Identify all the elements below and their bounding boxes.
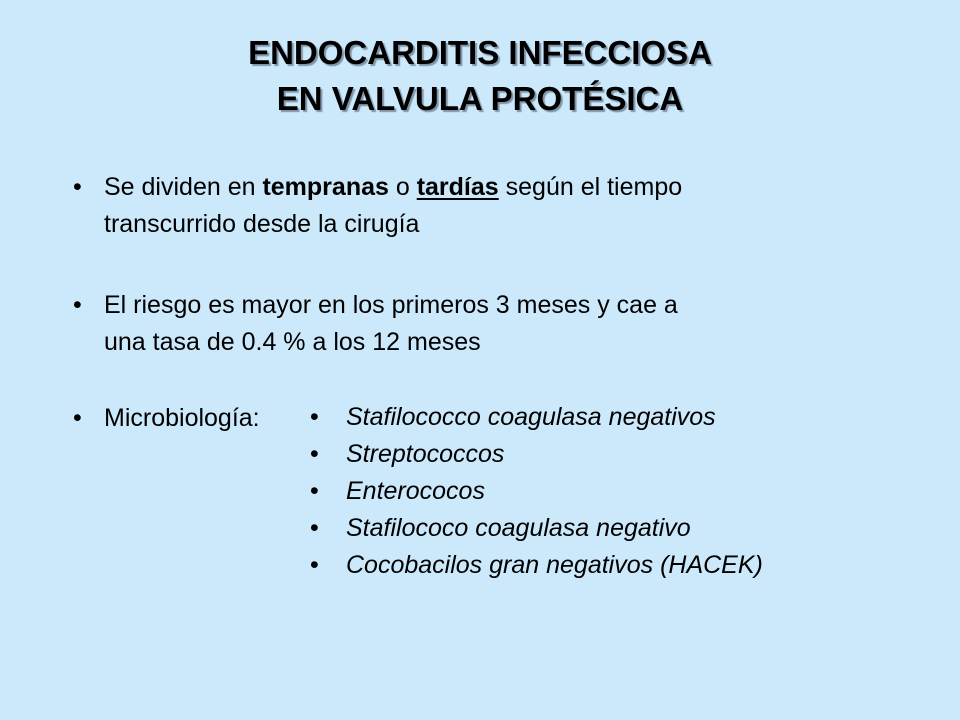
- slide-title-line-2: EN VALVULA PROTÉSICA: [276, 80, 684, 117]
- list-item: [310, 473, 763, 510]
- list-item: [310, 436, 763, 473]
- bullet-text-part: o: [388, 173, 417, 201]
- bullet-dot: •: [73, 173, 82, 201]
- microbiology-label: Microbiología:: [104, 404, 260, 432]
- bold-term-tempranas: tempranas: [262, 173, 389, 201]
- bullet-line-1: [104, 169, 864, 206]
- organism-name: Enterococos: [346, 477, 485, 505]
- bullet-text: [104, 287, 864, 361]
- bullet-dot: •: [310, 403, 319, 431]
- slide-title-line-1: ENDOCARDITIS INFECCIOSA: [248, 34, 712, 71]
- list-item: [310, 510, 763, 547]
- bullet-dot: •: [310, 514, 319, 542]
- slide-title: [0, 30, 960, 122]
- organism-name: Stafilococo coagulasa negativo: [346, 514, 691, 542]
- organism-name: Stafilococco coagulasa negativos: [346, 403, 716, 431]
- organism-name: Cocobacilos gran negativos (HACEK): [346, 551, 763, 579]
- bullet-line-2: transcurrido desde la cirugía: [104, 210, 420, 238]
- microbiology-list: [310, 399, 763, 584]
- bullet-line-2: una tasa de 0.4 % a los 12 meses: [104, 328, 481, 356]
- bullet-dot: •: [73, 404, 82, 432]
- bullet-dot: •: [73, 291, 82, 319]
- bullet-dot: •: [310, 551, 319, 579]
- list-item: [310, 547, 763, 584]
- organism-name: Streptococcos: [346, 440, 505, 468]
- bullet-text-part: según el tiempo: [498, 173, 683, 201]
- list-item: [310, 399, 763, 436]
- bullet-text: [104, 169, 864, 243]
- bold-underlined-term-tardias: tardías: [416, 173, 499, 201]
- bullet-dot: •: [310, 440, 319, 468]
- bullet-line-1: El riesgo es mayor en los primeros 3 meses y cae a: [104, 291, 678, 319]
- bullet-text-part: Se dividen en: [104, 173, 263, 201]
- bullet-dot: •: [310, 477, 319, 505]
